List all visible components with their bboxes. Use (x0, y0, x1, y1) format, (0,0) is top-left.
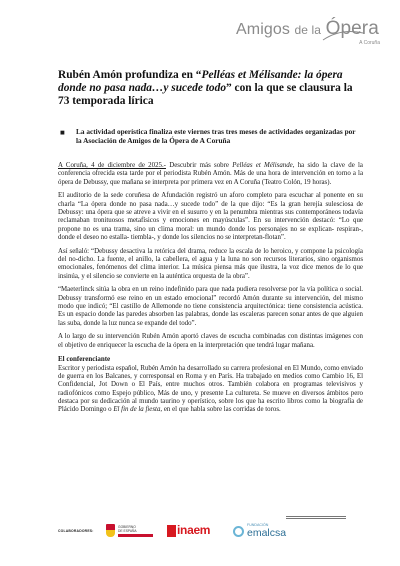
paragraph-5: A lo largo de su intervención Rubén Amón aportó claves de escucha combinadas con distintas imágenes con el objetivo de enriquecer la escucha de la ópera en la interpretación que tendrá lugar mañana. (58, 333, 363, 349)
gobierno-text (118, 525, 137, 533)
summary-bullet-text: La actividad operística finaliza este viernes tras tres meses de actividades organizadas por la Asociación de Amigos de la Ópera de A Coruña (76, 127, 356, 145)
headline-italic: Pelléas et Mélisande: la ópera donde no pasa nada…y sucede todo (58, 69, 343, 94)
gobierno-bar (118, 534, 153, 537)
coat-of-arms-icon (106, 524, 115, 537)
summary-bullet (58, 127, 358, 145)
paragraph-6-a: Escritor y periodista español, Rubén Amón ha desarrollado su carrera profesional en El Mundo, como enviado de guerra en los Balcanes, y corresponsal en Roma y en París. Ha trabajado en medios como Cambio 16, El Confidencial, Jot Down o El País, entre muchos otros. También colabora en programas televisivos y radiofónicos como Espejo público, Más de uno, y presente La cultureta. Se mueve en diversos ámbitos pero destaca por su dedicación al mundo taurino y operístico, sobre los que ha escrito libros como la biografía de Plácido Domingo o (58, 364, 363, 414)
emalcsa-text: emalcsa (247, 527, 287, 539)
bullet-icon: ■ (60, 128, 65, 137)
article-body (58, 162, 363, 420)
headline (58, 69, 358, 108)
opera-title: Pelléas et Mélisande (232, 162, 293, 169)
amigos-opera-logo (236, 18, 386, 58)
headline-part3: ” con la que se clausura la 73 temporada lírica (58, 82, 353, 107)
logo-text-amigos: Amigos (236, 21, 290, 38)
emalcsa-circle-icon (233, 526, 244, 537)
emalcsa-logo (233, 523, 293, 541)
inaem-text: inaem (177, 523, 211, 537)
gobierno-espana-logo (106, 523, 166, 541)
paragraph-2: El auditorio de la sede coruñesa de Afundación registró un aforo completo para escuchar al ponente en su charla “La ópera donde no pasa nada…y sucede todo” de la que dijo: “Es la gran herejía sulesciosa de Debussy: una ópera que se atreve a vivir en el susurro y en la penumbra mientras sus contemporáneos todavía reclamaban tronituosos metafísicos y emociones en mayúsculas”. En su intervención destacó: “Lo que propone no es una trama, sino un clima moral: un mundo donde los personajes no se explican- respiran-, donde el deseo no estalla- tiembla-, y donde los silencios no se interpretan-flotan”. (58, 192, 363, 241)
gobierno-line2: DE ESPAÑA (118, 529, 137, 533)
footer-mark (286, 516, 346, 520)
paragraph-1 (58, 162, 363, 187)
inaem-square-icon (167, 525, 176, 537)
paragraph-1-b: , ha sido la clave de la conferencia ofrecida esta tarde por el periodista Rubén Amón. Más de una hora de intervención en torno a la ópera de Debussy, que mañana se interpreta por primera vez en A Coruña (Teatro Colón, 19 horas). (58, 162, 363, 186)
logo-text-opera: Ópera (325, 18, 379, 39)
paragraph-6-b: , en el que habla sobre las corridas de toros. (160, 406, 281, 414)
logo-subtitle: A Coruña (359, 40, 380, 46)
emalcsa-fundacion: FUNDACIÓN (247, 523, 269, 527)
paragraph-1-a: Descubrir más sobre (165, 162, 233, 169)
inaem-logo (167, 523, 217, 539)
headline-part1: Rubén Amón profundiza en “ (58, 69, 202, 81)
logo-text-de-la: de la (294, 23, 322, 37)
dateline: A Coruña, 4 de diciembre de 2025.- (58, 162, 166, 169)
gobierno-line1: GOBIERNO (118, 525, 136, 529)
paragraph-6 (58, 365, 363, 415)
collaborators-label: COLABORADORES: (58, 529, 94, 533)
speaker-heading: El conferenciante (58, 355, 111, 364)
book-title: El fin de la fiesta (113, 406, 161, 414)
paragraph-4: “Maeterlinck sitúa la obra en un reino indefinido para que nada pudiera resolverse por la vía política o social. Debussy transformó ese reino en un estado emocional” recordó Amón durante su intervención, del mismo modo que indicó; “El castillo de Allemonde no tiene consistencia arquitectónica: tiene consistencia acústica. Es un espacio donde las paredes absorben las palabras, donde las escaleras parecen sonar antes de que alguien las suba, donde la luz nunca se expande del todo”. (58, 286, 363, 327)
footer-collaborators (58, 523, 358, 543)
paragraph-3: Así señaló: “Debussy desactiva la retórica del drama, reduce la escala de lo heroico, y compone la psicología del no-dicho. La fuente, el anillo, la cabellera, el agua y la luna no son recursos literarios, sino organismos emocionales, fenómenos del clima interior. La música piensa más que ilustra, la voz dice menos de lo que insinúa, y el silencio se convierte en la auténtica orquesta de la obra”. (58, 247, 363, 280)
